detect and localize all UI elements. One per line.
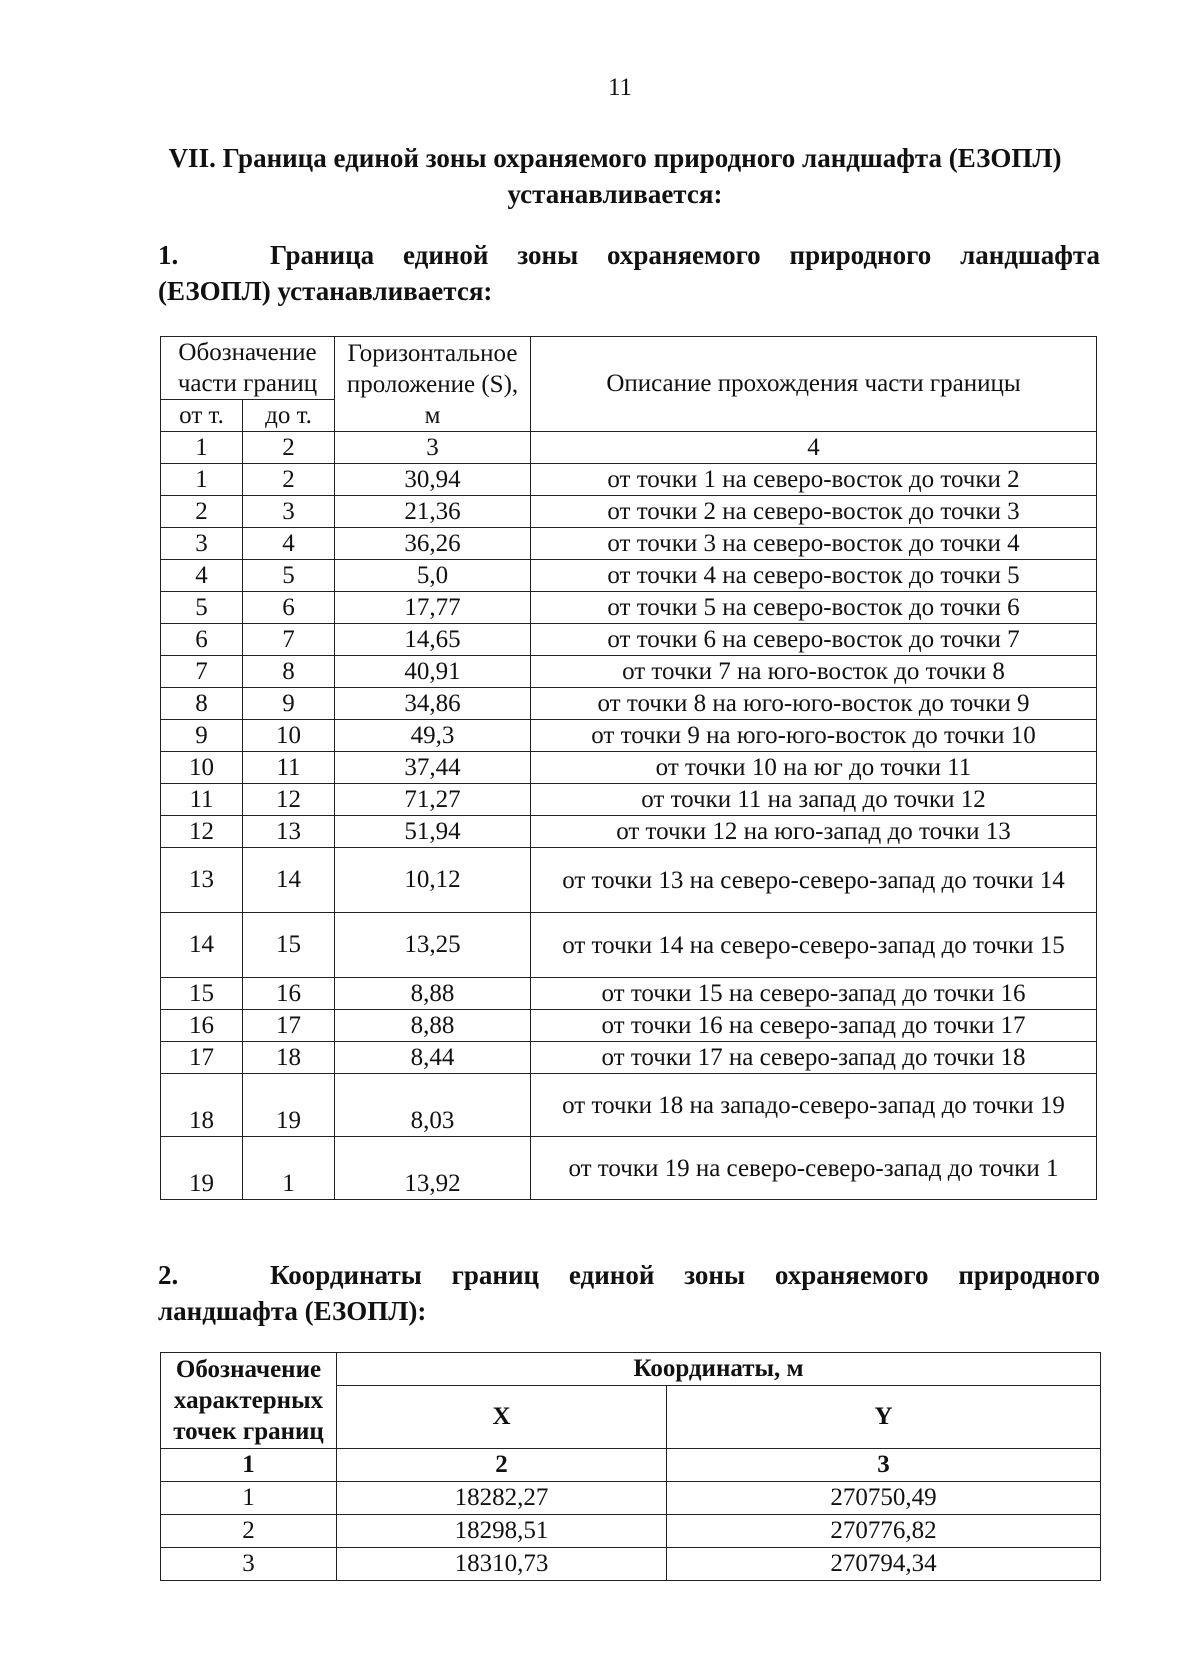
coordinates-table [160, 1352, 1101, 1581]
segment-from-point: 6 [161, 624, 243, 656]
segment-to-point: 1 [243, 1137, 335, 1200]
table-row [161, 1515, 1101, 1548]
table-row [161, 978, 1097, 1010]
table-row [161, 496, 1097, 528]
segment-from-point: 16 [161, 1010, 243, 1042]
segment-description: от точки 10 на юг до точки 11 [531, 752, 1097, 784]
segment-description: от точки 14 на северо-северо-запад до точки 15 [531, 913, 1097, 978]
segment-from-point: 3 [161, 528, 243, 560]
table-row [161, 688, 1097, 720]
segment-from-point: 1 [161, 464, 243, 496]
segment-to-point: 16 [243, 978, 335, 1010]
section-1-number: 1. [158, 240, 179, 270]
segment-length: 8,03 [335, 1074, 531, 1137]
coordinate-y: 270794,34 [667, 1548, 1101, 1581]
segment-description: от точки 19 на северо-северо-запад до точки 1 [531, 1137, 1097, 1200]
header-coordinates: Координаты, м [337, 1353, 1101, 1386]
section-2-text: Координаты границ единой зоны охраняемого природного ландшафта (ЕЗОПЛ): [158, 1260, 1100, 1326]
segment-to-point: 9 [243, 688, 335, 720]
segment-to-point: 18 [243, 1042, 335, 1074]
segment-length: 8,44 [335, 1042, 531, 1074]
segment-to-point: 11 [243, 752, 335, 784]
coordinate-x: 18298,51 [337, 1515, 667, 1548]
segment-from-point: 10 [161, 752, 243, 784]
segment-from-point: 15 [161, 978, 243, 1010]
table-row [161, 1548, 1101, 1581]
table-row [161, 1042, 1097, 1074]
segment-to-point: 8 [243, 656, 335, 688]
coordinate-x: 18282,27 [337, 1482, 667, 1515]
segment-to-point: 5 [243, 560, 335, 592]
segment-length: 21,36 [335, 496, 531, 528]
segment-length: 8,88 [335, 978, 531, 1010]
segment-length: 34,86 [335, 688, 531, 720]
table-row [161, 624, 1097, 656]
table-row [161, 464, 1097, 496]
segment-length: 5,0 [335, 560, 531, 592]
header-from: от т. [161, 400, 243, 432]
segment-from-point: 13 [161, 848, 243, 913]
table-row [161, 720, 1097, 752]
coordinate-y: 270750,49 [667, 1482, 1101, 1515]
column-number: 1 [161, 1449, 337, 1482]
point-id: 1 [161, 1482, 337, 1515]
segment-to-point: 6 [243, 592, 335, 624]
header-y: Y [667, 1386, 1101, 1449]
table-row [161, 784, 1097, 816]
column-number: 2 [337, 1449, 667, 1482]
segment-to-point: 3 [243, 496, 335, 528]
header-x: X [337, 1386, 667, 1449]
segment-description: от точки 2 на северо-восток до точки 3 [531, 496, 1097, 528]
column-number-row [161, 432, 1097, 464]
segment-description: от точки 3 на северо-восток до точки 4 [531, 528, 1097, 560]
segment-from-point: 14 [161, 913, 243, 978]
segment-from-point: 18 [161, 1074, 243, 1137]
segment-description: от точки 13 на северо-северо-запад до точки 14 [531, 848, 1097, 913]
table-row [161, 1482, 1101, 1515]
header-to: до т. [243, 400, 335, 432]
table-row [161, 528, 1097, 560]
segment-length: 30,94 [335, 464, 531, 496]
table-row [161, 1137, 1097, 1200]
section-1-paragraph [158, 237, 1100, 309]
boundary-segments-table [160, 336, 1097, 1200]
segment-description: от точки 11 на запад до точки 12 [531, 784, 1097, 816]
column-number: 2 [243, 432, 335, 464]
header-designation: Обозначение части границ [161, 337, 335, 400]
header-point-designation: Обозначение характерных точек границ [161, 1353, 337, 1449]
section-2-number: 2. [158, 1260, 179, 1290]
segment-description: от точки 7 на юго-восток до точки 8 [531, 656, 1097, 688]
table-row [161, 913, 1097, 978]
header-description: Описание прохождения части границы [531, 337, 1097, 432]
segment-to-point: 17 [243, 1010, 335, 1042]
segment-length: 71,27 [335, 784, 531, 816]
column-number: 3 [335, 432, 531, 464]
table-row [161, 752, 1097, 784]
segment-description: от точки 17 на северо-запад до точки 18 [531, 1042, 1097, 1074]
table-header-row [161, 337, 1097, 400]
segment-from-point: 4 [161, 560, 243, 592]
segment-length: 17,77 [335, 592, 531, 624]
table-row [161, 656, 1097, 688]
segment-description: от точки 9 на юго-юго-восток до точки 10 [531, 720, 1097, 752]
segment-to-point: 2 [243, 464, 335, 496]
segment-to-point: 14 [243, 848, 335, 913]
segment-description: от точки 16 на северо-запад до точки 17 [531, 1010, 1097, 1042]
segment-description: от точки 4 на северо-восток до точки 5 [531, 560, 1097, 592]
segment-to-point: 7 [243, 624, 335, 656]
segment-description: от точки 5 на северо-восток до точки 6 [531, 592, 1097, 624]
segment-to-point: 12 [243, 784, 335, 816]
header-length: Горизонтальное проложение (S), м [335, 337, 531, 432]
table-header-row [161, 1353, 1101, 1386]
segment-description: от точки 12 на юго-запад до точки 13 [531, 816, 1097, 848]
segment-length: 14,65 [335, 624, 531, 656]
segment-description: от точки 1 на северо-восток до точки 2 [531, 464, 1097, 496]
section-1-text: Граница единой зоны охраняемого природного ландшафта (ЕЗОПЛ) устанавливается: [158, 240, 1100, 306]
table-row [161, 1074, 1097, 1137]
segment-from-point: 7 [161, 656, 243, 688]
table-row [161, 560, 1097, 592]
segment-length: 51,94 [335, 816, 531, 848]
point-id: 3 [161, 1548, 337, 1581]
segment-to-point: 10 [243, 720, 335, 752]
table-row [161, 1010, 1097, 1042]
segment-from-point: 2 [161, 496, 243, 528]
segment-to-point: 19 [243, 1074, 335, 1137]
segment-from-point: 9 [161, 720, 243, 752]
segment-to-point: 13 [243, 816, 335, 848]
segment-to-point: 15 [243, 913, 335, 978]
segment-from-point: 19 [161, 1137, 243, 1200]
coordinate-y: 270776,82 [667, 1515, 1101, 1548]
column-number: 4 [531, 432, 1097, 464]
segment-from-point: 5 [161, 592, 243, 624]
section-2-paragraph [158, 1257, 1100, 1329]
table-row [161, 848, 1097, 913]
segment-description: от точки 8 на юго-юго-восток до точки 9 [531, 688, 1097, 720]
section-heading: VII. Граница единой зоны охраняемого природного ландшафта (ЕЗОПЛ) устанавливается: [168, 143, 1062, 209]
coordinate-x: 18310,73 [337, 1548, 667, 1581]
segment-to-point: 4 [243, 528, 335, 560]
segment-length: 49,3 [335, 720, 531, 752]
segment-from-point: 11 [161, 784, 243, 816]
segment-length: 8,88 [335, 1010, 531, 1042]
segment-length: 36,26 [335, 528, 531, 560]
segment-from-point: 8 [161, 688, 243, 720]
segment-length: 13,25 [335, 913, 531, 978]
column-number: 3 [667, 1449, 1101, 1482]
column-number: 1 [161, 432, 243, 464]
segment-from-point: 17 [161, 1042, 243, 1074]
column-number-row [161, 1449, 1101, 1482]
page-number: 11 [607, 74, 633, 101]
segment-description: от точки 15 на северо-запад до точки 16 [531, 978, 1097, 1010]
table-row [161, 592, 1097, 624]
segment-description: от точки 18 на западо-северо-запад до точки 19 [531, 1074, 1097, 1137]
segment-from-point: 12 [161, 816, 243, 848]
segment-length: 40,91 [335, 656, 531, 688]
segment-length: 37,44 [335, 752, 531, 784]
point-id: 2 [161, 1515, 337, 1548]
table-row [161, 816, 1097, 848]
segment-length: 13,92 [335, 1137, 531, 1200]
segment-description: от точки 6 на северо-восток до точки 7 [531, 624, 1097, 656]
segment-length: 10,12 [335, 848, 531, 913]
